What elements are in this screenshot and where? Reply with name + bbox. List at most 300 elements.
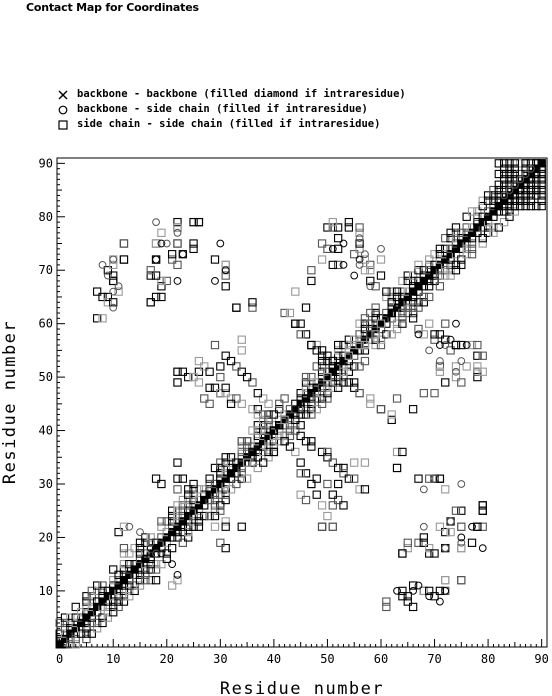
contact-square bbox=[318, 363, 325, 370]
contact-square bbox=[415, 539, 422, 546]
contact-square bbox=[195, 219, 202, 226]
contact-square bbox=[313, 363, 320, 370]
contact-square bbox=[436, 331, 443, 338]
contact-square bbox=[324, 454, 331, 461]
contact-circle bbox=[222, 267, 229, 274]
contact-square bbox=[185, 528, 192, 535]
contact-square bbox=[163, 277, 170, 284]
contact-square bbox=[431, 550, 438, 557]
contact-square bbox=[399, 277, 406, 284]
contact-square bbox=[206, 512, 213, 519]
contact-square bbox=[468, 251, 475, 258]
contact-square bbox=[479, 202, 486, 209]
contact-square bbox=[458, 523, 465, 530]
contact-square bbox=[501, 160, 508, 167]
contact-square bbox=[110, 277, 117, 284]
contact-square bbox=[410, 603, 417, 610]
contact-square bbox=[420, 539, 427, 546]
contact-square bbox=[136, 545, 143, 552]
contact-square bbox=[452, 267, 459, 274]
x-tick-label: 60 bbox=[373, 652, 389, 666]
contact-square bbox=[426, 256, 433, 263]
contact-square bbox=[447, 235, 454, 242]
contact-square bbox=[372, 341, 379, 348]
contact-square bbox=[377, 406, 384, 413]
contact-square bbox=[281, 438, 288, 445]
contact-circle bbox=[174, 571, 181, 578]
contact-square bbox=[340, 470, 347, 477]
x-tick-label: 70 bbox=[427, 652, 442, 666]
contact-square bbox=[286, 309, 293, 316]
contact-square bbox=[399, 448, 406, 455]
contact-marks bbox=[56, 160, 545, 648]
contact-square bbox=[249, 427, 256, 434]
contact-square bbox=[356, 390, 363, 397]
contact-square bbox=[211, 384, 218, 391]
contact-square bbox=[345, 379, 352, 386]
contact-square bbox=[388, 288, 395, 295]
contact-square bbox=[110, 603, 117, 610]
contact-square bbox=[238, 368, 245, 375]
contact-square bbox=[447, 267, 454, 274]
contact-square bbox=[297, 422, 304, 429]
contact-circle bbox=[362, 251, 369, 258]
contact-square bbox=[318, 448, 325, 455]
contact-square bbox=[318, 357, 325, 364]
contact-square bbox=[147, 267, 154, 274]
contact-square bbox=[522, 197, 529, 204]
contact-square bbox=[238, 400, 245, 407]
contact-square bbox=[265, 400, 272, 407]
contact-square bbox=[410, 406, 417, 413]
contact-square bbox=[511, 160, 518, 167]
contact-square bbox=[158, 518, 165, 525]
contact-square bbox=[340, 374, 347, 381]
contact-square bbox=[538, 197, 545, 204]
contact-square bbox=[265, 454, 272, 461]
contact-square bbox=[120, 550, 127, 557]
contact-square bbox=[404, 593, 411, 600]
y-axis-label: Residue number bbox=[0, 319, 20, 485]
contact-square bbox=[393, 464, 400, 471]
contact-square bbox=[474, 341, 481, 348]
contact-square bbox=[340, 379, 347, 386]
contact-square bbox=[324, 448, 331, 455]
contact-square bbox=[195, 368, 202, 375]
contact-circle bbox=[356, 235, 363, 242]
contact-square bbox=[533, 186, 540, 193]
contact-square bbox=[206, 384, 213, 391]
contact-square bbox=[452, 224, 459, 231]
contact-square bbox=[383, 331, 390, 338]
contact-square bbox=[517, 160, 524, 167]
contact-square bbox=[179, 496, 186, 503]
contact-square bbox=[217, 502, 224, 509]
contact-square bbox=[195, 486, 202, 493]
contact-square bbox=[517, 197, 524, 204]
contact-square bbox=[120, 256, 127, 263]
contact-square bbox=[120, 240, 127, 247]
contact-square bbox=[136, 577, 143, 584]
contact-circle bbox=[212, 278, 219, 285]
contact-square bbox=[211, 502, 218, 509]
contact-square bbox=[206, 475, 213, 482]
contact-square bbox=[174, 368, 181, 375]
contact-square bbox=[404, 545, 411, 552]
contact-square bbox=[185, 374, 192, 381]
contact-square bbox=[185, 534, 192, 541]
contact-square bbox=[420, 390, 427, 397]
contact-square bbox=[484, 197, 491, 204]
contact-square bbox=[83, 630, 90, 637]
contact-square bbox=[517, 202, 524, 209]
contact-square bbox=[393, 288, 400, 295]
contact-square bbox=[222, 352, 229, 359]
contact-square bbox=[147, 566, 154, 573]
contact-square bbox=[468, 539, 475, 546]
contact-square bbox=[452, 507, 459, 514]
contact-square bbox=[361, 320, 368, 327]
contact-square bbox=[233, 304, 240, 311]
contact-square bbox=[393, 320, 400, 327]
contact-circle bbox=[174, 278, 181, 285]
contact-square bbox=[356, 390, 363, 397]
legend-label: side chain - side chain (filled if intraresidue) bbox=[77, 117, 381, 130]
contact-square bbox=[292, 320, 299, 327]
contact-square bbox=[506, 170, 513, 177]
contact-square bbox=[238, 475, 245, 482]
contact-square bbox=[356, 245, 363, 252]
contact-square bbox=[318, 352, 325, 359]
contact-square bbox=[415, 304, 422, 311]
contact-square bbox=[174, 240, 181, 247]
contact-square bbox=[297, 320, 304, 327]
contact-circle bbox=[442, 587, 449, 594]
contact-square bbox=[420, 534, 427, 541]
contact-square bbox=[302, 374, 309, 381]
contact-square bbox=[195, 518, 202, 525]
contact-square bbox=[501, 176, 508, 183]
contact-square bbox=[329, 224, 336, 231]
contact-square bbox=[190, 374, 197, 381]
contact-square bbox=[217, 390, 224, 397]
contact-square bbox=[388, 288, 395, 295]
contact-square bbox=[474, 208, 481, 215]
contact-square bbox=[431, 390, 438, 397]
contact-square bbox=[538, 176, 545, 183]
contact-square bbox=[361, 267, 368, 274]
contact-square bbox=[233, 363, 240, 370]
contact-square bbox=[522, 160, 529, 167]
contact-square bbox=[474, 352, 481, 359]
contact-square bbox=[479, 352, 486, 359]
contact-square bbox=[447, 272, 454, 279]
contact-circle bbox=[420, 523, 427, 530]
contact-square bbox=[174, 507, 181, 514]
contact-square bbox=[217, 390, 224, 397]
contact-square bbox=[190, 523, 197, 530]
contact-square bbox=[490, 186, 497, 193]
contact-square bbox=[254, 390, 261, 397]
contact-square bbox=[329, 384, 336, 391]
contact-square bbox=[308, 480, 315, 487]
contact-square bbox=[292, 427, 299, 434]
contact-square bbox=[286, 432, 293, 439]
contact-square bbox=[458, 261, 465, 268]
contact-square bbox=[99, 614, 106, 621]
contact-square bbox=[120, 593, 127, 600]
contact-square bbox=[490, 229, 497, 236]
contact-square bbox=[522, 202, 529, 209]
contact-square bbox=[83, 635, 90, 642]
contact-square bbox=[511, 170, 518, 177]
contact-square bbox=[399, 315, 406, 322]
contact-square bbox=[404, 598, 411, 605]
contact-square bbox=[495, 170, 502, 177]
contact-square bbox=[356, 486, 363, 493]
contact-square bbox=[345, 368, 352, 375]
contact-square bbox=[393, 464, 400, 471]
x-tick-label: 50 bbox=[320, 652, 335, 666]
contact-square bbox=[179, 539, 186, 546]
contact-square bbox=[222, 518, 229, 525]
contact-square bbox=[88, 630, 95, 637]
contact-square bbox=[415, 261, 422, 268]
contact-square bbox=[431, 251, 438, 258]
contact-square bbox=[254, 422, 261, 429]
contact-square bbox=[404, 539, 411, 546]
contact-square bbox=[174, 379, 181, 386]
contact-square bbox=[222, 496, 229, 503]
contact-square bbox=[152, 475, 159, 482]
contact-square bbox=[388, 416, 395, 423]
contact-circle bbox=[394, 587, 401, 594]
contact-square bbox=[211, 341, 218, 348]
contact-square bbox=[329, 219, 336, 226]
contact-square bbox=[169, 512, 176, 519]
contact-square bbox=[211, 512, 218, 519]
contact-square bbox=[351, 384, 358, 391]
contact-circle bbox=[99, 261, 106, 268]
contact-square bbox=[185, 496, 192, 503]
contact-square bbox=[367, 267, 374, 274]
contact-square bbox=[238, 523, 245, 530]
contact-square bbox=[458, 256, 465, 263]
x-tick-label: 30 bbox=[213, 652, 228, 666]
contact-square bbox=[420, 587, 427, 594]
contact-square bbox=[174, 219, 181, 226]
contact-square bbox=[340, 464, 347, 471]
contact-square bbox=[169, 545, 176, 552]
contact-square bbox=[517, 197, 524, 204]
contact-square bbox=[281, 432, 288, 439]
contact-square bbox=[415, 299, 422, 306]
contact-square bbox=[174, 475, 181, 482]
contact-square bbox=[490, 224, 497, 231]
contact-square bbox=[538, 192, 545, 199]
contact-square bbox=[533, 181, 540, 188]
contact-square bbox=[393, 395, 400, 402]
contact-square bbox=[324, 395, 331, 402]
contact-square bbox=[447, 528, 454, 535]
contact-square bbox=[351, 363, 358, 370]
contact-square bbox=[404, 277, 411, 284]
contact-circle bbox=[329, 245, 336, 252]
contact-square bbox=[302, 379, 309, 386]
contact-square bbox=[238, 438, 245, 445]
contact-circle bbox=[340, 261, 347, 268]
contact-square bbox=[335, 224, 342, 231]
contact-square bbox=[468, 208, 475, 215]
contact-square bbox=[538, 181, 545, 188]
contact-square bbox=[442, 272, 449, 279]
contact-square bbox=[335, 379, 342, 386]
contact-circle bbox=[110, 288, 117, 295]
contact-square bbox=[436, 523, 443, 530]
contact-square bbox=[404, 272, 411, 279]
contact-square bbox=[190, 219, 197, 226]
contact-square bbox=[506, 170, 513, 177]
contact-square bbox=[367, 261, 374, 268]
y-tick-label: 90 bbox=[38, 156, 53, 171]
contact-square bbox=[484, 229, 491, 236]
contact-square bbox=[356, 245, 363, 252]
contact-square bbox=[527, 202, 534, 209]
contact-square bbox=[142, 577, 149, 584]
contact-square bbox=[308, 277, 315, 284]
contact-circle bbox=[447, 336, 454, 343]
contact-square bbox=[158, 229, 165, 236]
x-tick-label: 20 bbox=[159, 652, 175, 666]
contact-square bbox=[222, 523, 229, 530]
contact-square bbox=[104, 299, 111, 306]
contact-circle bbox=[436, 598, 443, 605]
contact-square bbox=[458, 523, 465, 530]
chart-title: Contact Map for Coordinates bbox=[26, 1, 199, 14]
contact-square bbox=[169, 251, 176, 258]
contact-square bbox=[227, 454, 234, 461]
contact-square bbox=[94, 582, 101, 589]
contact-square bbox=[399, 593, 406, 600]
contact-square bbox=[383, 293, 390, 300]
contact-square bbox=[318, 400, 325, 407]
contact-square bbox=[195, 219, 202, 226]
contact-square bbox=[479, 197, 486, 204]
contact-square bbox=[190, 219, 197, 226]
contact-circle bbox=[217, 240, 224, 247]
contact-square bbox=[458, 577, 465, 584]
contact-square bbox=[94, 288, 101, 295]
contact-square bbox=[431, 336, 438, 343]
contact-square bbox=[169, 507, 176, 514]
contact-square bbox=[174, 502, 181, 509]
contact-square bbox=[249, 304, 256, 311]
contact-square bbox=[120, 256, 127, 263]
contact-circle bbox=[431, 475, 438, 482]
contact-square bbox=[120, 545, 127, 552]
contact-circle bbox=[453, 320, 460, 327]
y-tick-label: 70 bbox=[38, 263, 53, 278]
contact-square bbox=[479, 523, 486, 530]
contact-square bbox=[506, 160, 513, 167]
contact-square bbox=[501, 181, 508, 188]
contact-square bbox=[158, 561, 165, 568]
legend-label: backbone - side chain (filled if intraresidue) bbox=[77, 102, 368, 115]
contact-square bbox=[211, 507, 218, 514]
contact-square bbox=[308, 438, 315, 445]
contact-square bbox=[270, 448, 277, 455]
contact-square bbox=[201, 512, 208, 519]
contact-square bbox=[335, 347, 342, 354]
contact-square bbox=[99, 315, 106, 322]
contact-square bbox=[383, 603, 390, 610]
contact-square bbox=[447, 229, 454, 236]
contact-square bbox=[260, 416, 267, 423]
contact-square bbox=[335, 496, 342, 503]
contact-square bbox=[474, 363, 481, 370]
contact-square bbox=[452, 229, 459, 236]
contact-square bbox=[361, 315, 368, 322]
contact-square bbox=[120, 598, 127, 605]
contact-square bbox=[195, 379, 202, 386]
contact-square bbox=[302, 438, 309, 445]
contact-square bbox=[276, 400, 283, 407]
contact-square bbox=[238, 443, 245, 450]
contact-square bbox=[286, 427, 293, 434]
contact-square bbox=[426, 320, 433, 327]
contact-square bbox=[426, 545, 433, 552]
contact-square bbox=[522, 192, 529, 199]
contact-square bbox=[345, 336, 352, 343]
contact-square bbox=[222, 390, 229, 397]
contact-square bbox=[393, 448, 400, 455]
contact-square bbox=[302, 411, 309, 418]
contact-square bbox=[126, 587, 133, 594]
contact-square bbox=[479, 235, 486, 242]
contact-square bbox=[61, 619, 68, 626]
contact-square bbox=[399, 320, 406, 327]
contact-square bbox=[452, 261, 459, 268]
contact-circle bbox=[436, 358, 443, 365]
contact-square bbox=[260, 411, 267, 418]
contact-circle bbox=[420, 486, 427, 493]
contact-square bbox=[533, 202, 540, 209]
contact-circle bbox=[110, 256, 117, 263]
contact-square bbox=[442, 577, 449, 584]
y-tick-label: 50 bbox=[38, 370, 53, 385]
contact-square bbox=[152, 272, 159, 279]
contact-square bbox=[490, 192, 497, 199]
contact-square bbox=[174, 261, 181, 268]
contact-circle bbox=[104, 272, 111, 279]
legend-label: backbone - backbone (filled diamond if intraresidue) bbox=[77, 87, 406, 100]
contact-square bbox=[463, 251, 470, 258]
contact-square bbox=[61, 614, 68, 621]
contact-square bbox=[511, 165, 518, 172]
contact-square bbox=[506, 176, 513, 183]
contact-square bbox=[104, 609, 111, 616]
contact-square bbox=[495, 181, 502, 188]
contact-square bbox=[292, 288, 299, 295]
contact-square bbox=[244, 438, 251, 445]
contact-square bbox=[152, 561, 159, 568]
contact-square bbox=[399, 550, 406, 557]
contact-square bbox=[340, 502, 347, 509]
contact-square bbox=[302, 496, 309, 503]
contact-square bbox=[99, 582, 106, 589]
x-tick-label: 90 bbox=[534, 652, 549, 666]
contact-square bbox=[72, 603, 79, 610]
